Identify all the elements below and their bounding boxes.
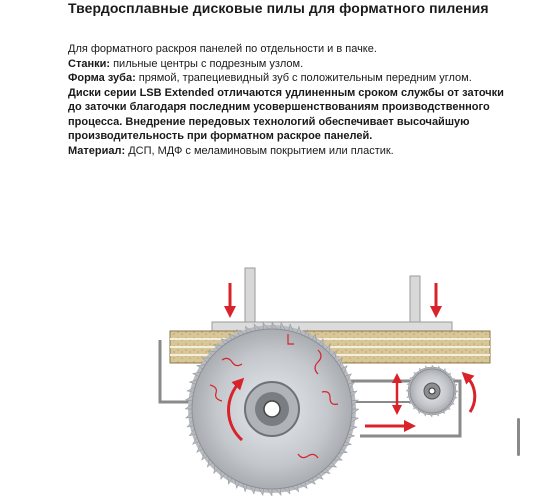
tooth-label: Форма зуба: [68, 72, 136, 84]
machines-value: пильные центры с подрезным узлом. [110, 57, 304, 70]
machines-label: Станки: [68, 57, 111, 70]
description-intro: Для форматного раскроя панелей по отдельности и в пачке. [68, 43, 377, 55]
tooth-line [68, 71, 528, 86]
scoring-blade [406, 365, 458, 417]
feature-line-2: до заточки благодаря последним усовершенствованиям производственного [68, 101, 490, 113]
page-title: Твердосплавные дисковые пилы для форматного пиления [68, 0, 489, 16]
tooth-value: прямой, трапециевидный зуб с положительным передним углом. [135, 72, 472, 84]
material-value: ДСП, МДФ с меламиновым покрытием или пластик. [125, 144, 394, 157]
description [68, 42, 528, 158]
machines-line [68, 57, 528, 72]
saw-illustration [0, 255, 560, 504]
feature-line-4: производительность при форматном раскрое панелей. [68, 130, 373, 142]
scrollbar-thumb[interactable] [517, 418, 520, 456]
material-line [68, 144, 528, 159]
scoring-rotation-arrow [466, 376, 475, 412]
material-label: Материал: [68, 144, 126, 157]
feature-line-3: процесса. Внедрение передовых технологий обеспечивает высочайшую [68, 115, 470, 128]
feature-line-1: Диски серии LSB Extended отличаются удлиненным сроком службы от заточки [68, 86, 504, 99]
